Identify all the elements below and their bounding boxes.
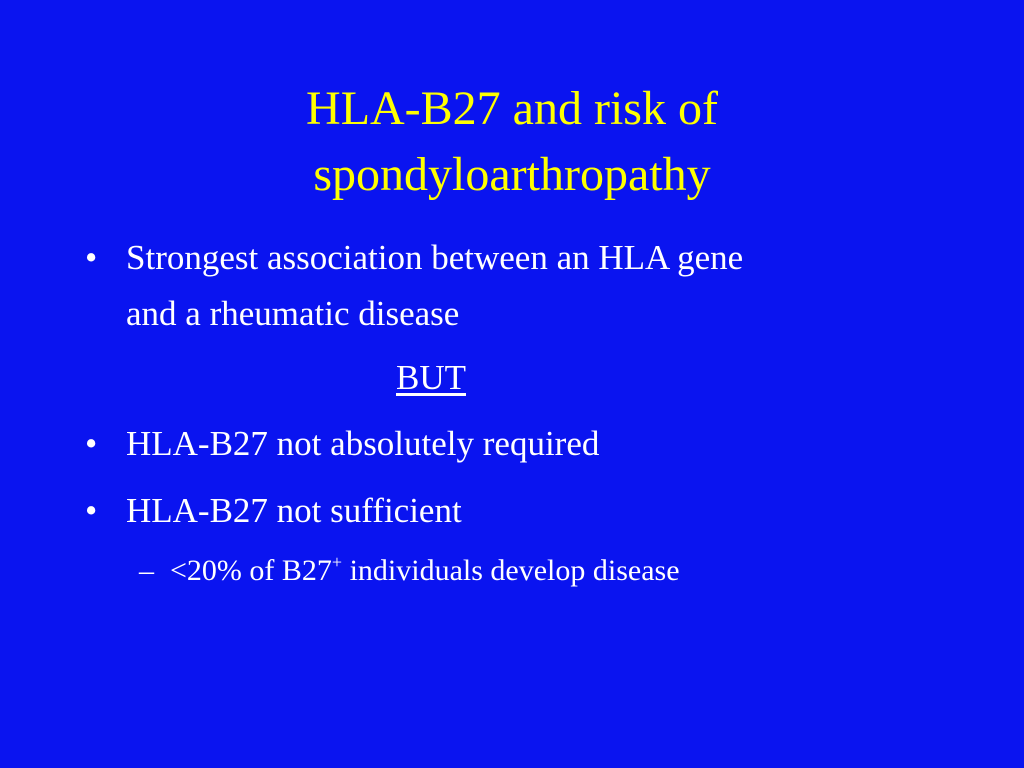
sub-bullet-text: [170, 549, 680, 593]
bullet-marker: •: [85, 424, 98, 463]
title-line-1: HLA-B27 and risk of: [306, 82, 718, 135]
less-than-symbol: <: [170, 554, 187, 587]
title-line-2: spondyloarthropathy: [313, 148, 711, 201]
bullet-marker: •: [85, 491, 98, 530]
bullet-marker: •: [85, 238, 98, 277]
bullet-line-2: and a rheumatic disease: [126, 294, 460, 333]
sub-bullet-text-after: individuals develop disease: [342, 554, 680, 587]
sub-bullet-text-before: 20% of B27: [186, 554, 332, 587]
but-connector: BUT: [396, 358, 466, 397]
bullet-text: HLA-B27 not sufficient: [126, 491, 462, 530]
bullet-text: [126, 230, 986, 342]
bullet-text: HLA-B27 not absolutely required: [126, 424, 600, 463]
superscript-plus: +: [331, 552, 343, 572]
sub-bullet-marker: –: [139, 554, 154, 587]
bullet-line-1: Strongest association between an HLA gene: [126, 238, 744, 277]
